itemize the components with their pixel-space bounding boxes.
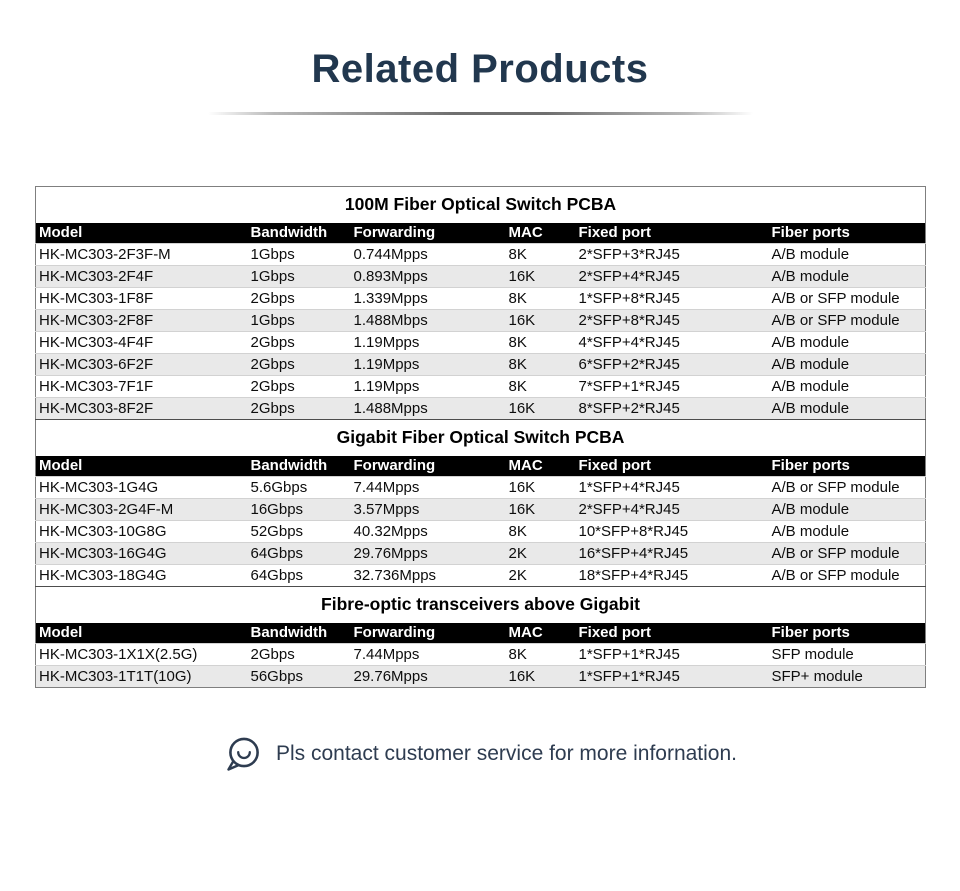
table-cell: HK-MC303-16G4G	[36, 543, 248, 565]
table-cell: 8K	[506, 521, 576, 543]
section-title: 100M Fiber Optical Switch PCBA	[36, 187, 926, 223]
table-cell: 10*SFP+8*RJ45	[576, 521, 769, 543]
table-cell: 7*SFP+1*RJ45	[576, 376, 769, 398]
table-cell: A/B or SFP module	[769, 288, 926, 310]
table-cell: 2*SFP+8*RJ45	[576, 310, 769, 332]
table-cell: 16Gbps	[248, 499, 351, 521]
table-cell: A/B module	[769, 354, 926, 376]
table-cell: A/B module	[769, 376, 926, 398]
table-cell: 5.6Gbps	[248, 477, 351, 499]
table-row	[36, 644, 926, 666]
section-title: Fibre-optic transceivers above Gigabit	[36, 587, 926, 623]
table-cell: SFP+ module	[769, 666, 926, 688]
table-cell: 2K	[506, 543, 576, 565]
table-cell: 16K	[506, 477, 576, 499]
column-header: Model	[36, 456, 248, 477]
column-header: Bandwidth	[248, 623, 351, 644]
table-cell: 52Gbps	[248, 521, 351, 543]
table-cell: 16*SFP+4*RJ45	[576, 543, 769, 565]
column-header: Model	[36, 223, 248, 244]
table-cell: HK-MC303-1T1T(10G)	[36, 666, 248, 688]
table-row	[36, 565, 926, 587]
table-row	[36, 499, 926, 521]
column-header: MAC	[506, 223, 576, 244]
table-cell: 6*SFP+2*RJ45	[576, 354, 769, 376]
table-cell: 1.488Mpps	[351, 398, 506, 420]
table-cell: A/B or SFP module	[769, 543, 926, 565]
table-cell: 1.19Mpps	[351, 376, 506, 398]
table-cell: 8*SFP+2*RJ45	[576, 398, 769, 420]
footer-text: Pls contact customer service for more infornation.	[275, 742, 737, 765]
table-cell: 1*SFP+4*RJ45	[576, 477, 769, 499]
table-cell: HK-MC303-1X1X(2.5G)	[36, 644, 248, 666]
table-cell: HK-MC303-1G4G	[36, 477, 248, 499]
table-cell: 8K	[506, 644, 576, 666]
table-cell: 7.44Mpps	[351, 644, 506, 666]
table-row	[36, 543, 926, 565]
table-cell: 16K	[506, 310, 576, 332]
table-cell: A/B or SFP module	[769, 477, 926, 499]
table-cell: 16K	[506, 398, 576, 420]
table-cell: 1.488Mbps	[351, 310, 506, 332]
table-cell: 64Gbps	[248, 543, 351, 565]
table-cell: 2Gbps	[248, 288, 351, 310]
table-row	[36, 376, 926, 398]
products-table	[35, 186, 926, 688]
table-cell: 2Gbps	[248, 332, 351, 354]
column-header: Bandwidth	[248, 456, 351, 477]
table-row	[36, 666, 926, 688]
table-cell: 1*SFP+1*RJ45	[576, 644, 769, 666]
table-cell: 1Gbps	[248, 310, 351, 332]
related-products-section	[35, 186, 925, 688]
page-title: Related Products	[311, 47, 649, 91]
column-header: Fixed port	[576, 456, 769, 477]
table-row	[36, 354, 926, 376]
table-row	[36, 398, 926, 420]
column-header: Fixed port	[576, 223, 769, 244]
table-cell: A/B module	[769, 332, 926, 354]
table-cell: A/B or SFP module	[769, 565, 926, 587]
table-cell: 0.744Mpps	[351, 244, 506, 266]
table-cell: 2Gbps	[248, 398, 351, 420]
column-header: Forwarding	[351, 456, 506, 477]
table-row	[36, 310, 926, 332]
table-cell: 1Gbps	[248, 266, 351, 288]
table-cell: HK-MC303-18G4G	[36, 565, 248, 587]
table-cell: 4*SFP+4*RJ45	[576, 332, 769, 354]
table-cell: 3.57Mpps	[351, 499, 506, 521]
table-cell: 7.44Mpps	[351, 477, 506, 499]
table-cell: HK-MC303-10G8G	[36, 521, 248, 543]
table-cell: 18*SFP+4*RJ45	[576, 565, 769, 587]
table-row	[36, 266, 926, 288]
table-cell: HK-MC303-6F2F	[36, 354, 248, 376]
table-cell: 8K	[506, 376, 576, 398]
table-cell: 8K	[506, 244, 576, 266]
column-header: Fixed port	[576, 623, 769, 644]
table-cell: 2*SFP+4*RJ45	[576, 499, 769, 521]
table-cell: HK-MC303-8F2F	[36, 398, 248, 420]
column-header: MAC	[506, 623, 576, 644]
table-cell: 1.19Mpps	[351, 332, 506, 354]
footer-note	[0, 734, 960, 774]
table-cell: A/B module	[769, 398, 926, 420]
table-cell: A/B or SFP module	[769, 310, 926, 332]
table-row	[36, 244, 926, 266]
table-cell: 2*SFP+4*RJ45	[576, 266, 769, 288]
table-cell: 1.339Mpps	[351, 288, 506, 310]
table-cell: 16K	[506, 499, 576, 521]
table-cell: HK-MC303-2F3F-M	[36, 244, 248, 266]
table-cell: 40.32Mpps	[351, 521, 506, 543]
table-cell: A/B module	[769, 521, 926, 543]
table-cell: 2K	[506, 565, 576, 587]
chat-bubble-icon	[223, 734, 263, 774]
table-cell: 29.76Mpps	[351, 666, 506, 688]
table-cell: 32.736Mpps	[351, 565, 506, 587]
column-header: Bandwidth	[248, 223, 351, 244]
table-cell: 64Gbps	[248, 565, 351, 587]
table-cell: 1*SFP+8*RJ45	[576, 288, 769, 310]
table-cell: 2Gbps	[248, 644, 351, 666]
column-header: Forwarding	[351, 223, 506, 244]
column-header: Fiber ports	[769, 623, 926, 644]
table-cell: 56Gbps	[248, 666, 351, 688]
table-cell: HK-MC303-1F8F	[36, 288, 248, 310]
section-title: Gigabit Fiber Optical Switch PCBA	[36, 420, 926, 456]
table-cell: 2Gbps	[248, 354, 351, 376]
table-cell: 2*SFP+3*RJ45	[576, 244, 769, 266]
table-cell: 16K	[506, 666, 576, 688]
table-cell: HK-MC303-2G4F-M	[36, 499, 248, 521]
table-cell: A/B module	[769, 266, 926, 288]
table-cell: SFP module	[769, 644, 926, 666]
table-cell: HK-MC303-2F4F	[36, 266, 248, 288]
title-divider	[208, 112, 753, 115]
table-cell: 0.893Mpps	[351, 266, 506, 288]
table-cell: 8K	[506, 288, 576, 310]
column-header: Fiber ports	[769, 223, 926, 244]
table-row	[36, 521, 926, 543]
table-cell: 1.19Mpps	[351, 354, 506, 376]
table-cell: HK-MC303-4F4F	[36, 332, 248, 354]
table-cell: 2Gbps	[248, 376, 351, 398]
table-cell: 1*SFP+1*RJ45	[576, 666, 769, 688]
table-row	[36, 332, 926, 354]
table-row	[36, 477, 926, 499]
table-cell: HK-MC303-7F1F	[36, 376, 248, 398]
table-cell: 8K	[506, 354, 576, 376]
column-header: Model	[36, 623, 248, 644]
table-cell: 1Gbps	[248, 244, 351, 266]
table-cell: 16K	[506, 266, 576, 288]
table-cell: 29.76Mpps	[351, 543, 506, 565]
column-header: Fiber ports	[769, 456, 926, 477]
column-header: MAC	[506, 456, 576, 477]
table-cell: 8K	[506, 332, 576, 354]
column-header: Forwarding	[351, 623, 506, 644]
table-cell: A/B module	[769, 244, 926, 266]
table-cell: HK-MC303-2F8F	[36, 310, 248, 332]
table-cell: A/B module	[769, 499, 926, 521]
table-row	[36, 288, 926, 310]
